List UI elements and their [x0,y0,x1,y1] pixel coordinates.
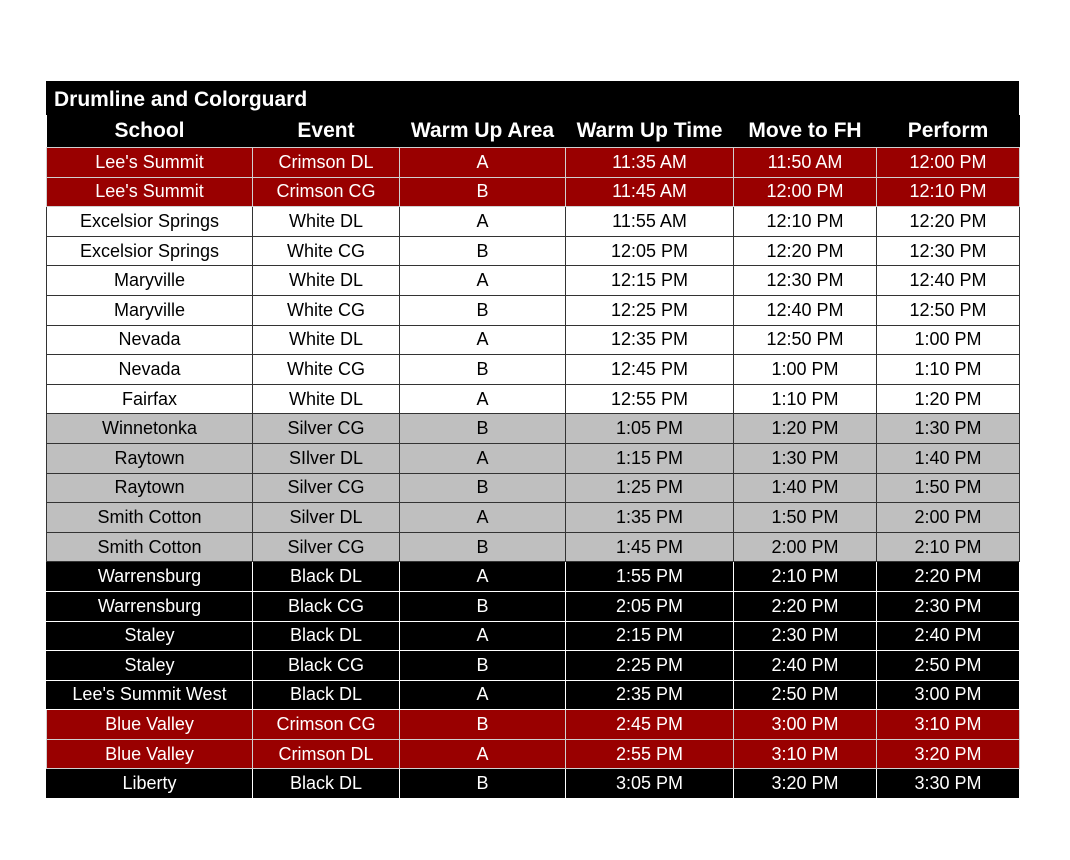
perform-cell: 3:10 PM [877,710,1020,740]
school-cell: Blue Valley [47,710,253,740]
warm-up-area-cell: B [400,236,566,266]
warm-up-time-cell: 1:35 PM [566,503,734,533]
school-cell: Smith Cotton [47,503,253,533]
table-row [47,266,1020,296]
event-cell: Black CG [253,651,400,681]
move-to-fh-cell: 2:20 PM [734,591,877,621]
event-cell: Black CG [253,591,400,621]
warm-up-time-cell: 12:35 PM [566,325,734,355]
table-row [47,443,1020,473]
warm-up-time-cell: 11:45 AM [566,177,734,207]
column-header-perform: Perform [877,115,1020,148]
move-to-fh-cell: 2:50 PM [734,680,877,710]
move-to-fh-cell: 1:10 PM [734,384,877,414]
school-cell: Maryville [47,295,253,325]
event-cell: White CG [253,295,400,325]
warm-up-time-cell: 12:15 PM [566,266,734,296]
table-row [47,473,1020,503]
school-cell: Lee's Summit [47,177,253,207]
school-cell: Winnetonka [47,414,253,444]
warm-up-area-cell: A [400,503,566,533]
school-cell: Excelsior Springs [47,236,253,266]
school-cell: Raytown [47,443,253,473]
perform-cell: 12:00 PM [877,148,1020,178]
warm-up-time-cell: 2:05 PM [566,591,734,621]
perform-cell: 1:20 PM [877,384,1020,414]
warm-up-area-cell: B [400,355,566,385]
header-row [47,115,1020,148]
warm-up-area-cell: A [400,384,566,414]
perform-cell: 2:20 PM [877,562,1020,592]
event-cell: White DL [253,207,400,237]
warm-up-time-cell: 2:15 PM [566,621,734,651]
move-to-fh-cell: 1:30 PM [734,443,877,473]
event-cell: Silver CG [253,414,400,444]
event-cell: Black DL [253,769,400,799]
event-cell: White CG [253,236,400,266]
table-row [47,355,1020,385]
table-row [47,710,1020,740]
move-to-fh-cell: 11:50 AM [734,148,877,178]
move-to-fh-cell: 2:00 PM [734,532,877,562]
column-header-warm-up-time: Warm Up Time [566,115,734,148]
warm-up-time-cell: 11:55 AM [566,207,734,237]
move-to-fh-cell: 1:20 PM [734,414,877,444]
table-row [47,207,1020,237]
perform-cell: 12:40 PM [877,266,1020,296]
perform-cell: 2:00 PM [877,503,1020,533]
table-row [47,236,1020,266]
event-cell: Silver DL [253,503,400,533]
table-row [47,591,1020,621]
warm-up-area-cell: A [400,207,566,237]
event-cell: Black DL [253,562,400,592]
sheet-title: Drumline and Colorguard [46,81,1019,115]
move-to-fh-cell: 2:40 PM [734,651,877,681]
move-to-fh-cell: 12:00 PM [734,177,877,207]
warm-up-time-cell: 11:35 AM [566,148,734,178]
table-row [47,177,1020,207]
warm-up-area-cell: A [400,443,566,473]
warm-up-time-cell: 1:15 PM [566,443,734,473]
perform-cell: 3:20 PM [877,739,1020,769]
warm-up-time-cell: 12:45 PM [566,355,734,385]
warm-up-area-cell: A [400,266,566,296]
warm-up-time-cell: 2:45 PM [566,710,734,740]
schedule-sheet [46,81,1019,799]
warm-up-area-cell: B [400,473,566,503]
perform-cell: 1:40 PM [877,443,1020,473]
move-to-fh-cell: 12:40 PM [734,295,877,325]
school-cell: Liberty [47,769,253,799]
perform-cell: 2:10 PM [877,532,1020,562]
column-header-event: Event [253,115,400,148]
table-row [47,769,1020,799]
school-cell: Smith Cotton [47,532,253,562]
move-to-fh-cell: 12:50 PM [734,325,877,355]
warm-up-time-cell: 1:45 PM [566,532,734,562]
school-cell: Raytown [47,473,253,503]
warm-up-time-cell: 2:35 PM [566,680,734,710]
event-cell: White DL [253,266,400,296]
move-to-fh-cell: 12:20 PM [734,236,877,266]
move-to-fh-cell: 3:20 PM [734,769,877,799]
perform-cell: 12:20 PM [877,207,1020,237]
event-cell: White CG [253,355,400,385]
perform-cell: 2:50 PM [877,651,1020,681]
school-cell: Staley [47,651,253,681]
event-cell: Crimson CG [253,710,400,740]
event-cell: Black DL [253,621,400,651]
school-cell: Lee's Summit West [47,680,253,710]
school-cell: Warrensburg [47,591,253,621]
warm-up-area-cell: A [400,621,566,651]
table-row [47,562,1020,592]
school-cell: Warrensburg [47,562,253,592]
warm-up-time-cell: 12:55 PM [566,384,734,414]
warm-up-time-cell: 3:05 PM [566,769,734,799]
warm-up-area-cell: B [400,710,566,740]
table-row [47,295,1020,325]
warm-up-area-cell: B [400,651,566,681]
perform-cell: 1:50 PM [877,473,1020,503]
table-row [47,739,1020,769]
column-header-move-to-fh: Move to FH [734,115,877,148]
perform-cell: 12:30 PM [877,236,1020,266]
perform-cell: 2:40 PM [877,621,1020,651]
move-to-fh-cell: 1:50 PM [734,503,877,533]
table-row [47,651,1020,681]
warm-up-time-cell: 2:55 PM [566,739,734,769]
school-cell: Nevada [47,325,253,355]
column-header-warm-up-area: Warm Up Area [400,115,566,148]
warm-up-time-cell: 12:25 PM [566,295,734,325]
schedule-table [46,115,1020,799]
move-to-fh-cell: 2:10 PM [734,562,877,592]
move-to-fh-cell: 1:00 PM [734,355,877,385]
move-to-fh-cell: 12:10 PM [734,207,877,237]
warm-up-area-cell: B [400,591,566,621]
table-row [47,414,1020,444]
warm-up-area-cell: A [400,680,566,710]
table-row [47,680,1020,710]
move-to-fh-cell: 3:00 PM [734,710,877,740]
warm-up-time-cell: 12:05 PM [566,236,734,266]
move-to-fh-cell: 1:40 PM [734,473,877,503]
event-cell: Silver CG [253,532,400,562]
event-cell: White DL [253,384,400,414]
table-row [47,325,1020,355]
move-to-fh-cell: 12:30 PM [734,266,877,296]
event-cell: Crimson CG [253,177,400,207]
table-row [47,621,1020,651]
event-cell: SIlver DL [253,443,400,473]
warm-up-area-cell: B [400,769,566,799]
perform-cell: 3:30 PM [877,769,1020,799]
perform-cell: 1:00 PM [877,325,1020,355]
perform-cell: 12:50 PM [877,295,1020,325]
perform-cell: 1:10 PM [877,355,1020,385]
school-cell: Lee's Summit [47,148,253,178]
warm-up-area-cell: A [400,325,566,355]
warm-up-area-cell: B [400,414,566,444]
warm-up-area-cell: A [400,148,566,178]
warm-up-time-cell: 1:05 PM [566,414,734,444]
perform-cell: 2:30 PM [877,591,1020,621]
event-cell: Black DL [253,680,400,710]
warm-up-area-cell: B [400,295,566,325]
event-cell: Silver CG [253,473,400,503]
warm-up-time-cell: 1:55 PM [566,562,734,592]
event-cell: Crimson DL [253,148,400,178]
school-cell: Fairfax [47,384,253,414]
table-row [47,503,1020,533]
move-to-fh-cell: 3:10 PM [734,739,877,769]
warm-up-area-cell: A [400,739,566,769]
table-row [47,532,1020,562]
perform-cell: 3:00 PM [877,680,1020,710]
table-row [47,148,1020,178]
school-cell: Nevada [47,355,253,385]
school-cell: Staley [47,621,253,651]
move-to-fh-cell: 2:30 PM [734,621,877,651]
warm-up-time-cell: 1:25 PM [566,473,734,503]
perform-cell: 12:10 PM [877,177,1020,207]
warm-up-area-cell: A [400,562,566,592]
warm-up-area-cell: B [400,177,566,207]
school-cell: Maryville [47,266,253,296]
warm-up-area-cell: B [400,532,566,562]
column-header-school: School [47,115,253,148]
event-cell: Crimson DL [253,739,400,769]
school-cell: Excelsior Springs [47,207,253,237]
school-cell: Blue Valley [47,739,253,769]
warm-up-time-cell: 2:25 PM [566,651,734,681]
event-cell: White DL [253,325,400,355]
table-row [47,384,1020,414]
perform-cell: 1:30 PM [877,414,1020,444]
